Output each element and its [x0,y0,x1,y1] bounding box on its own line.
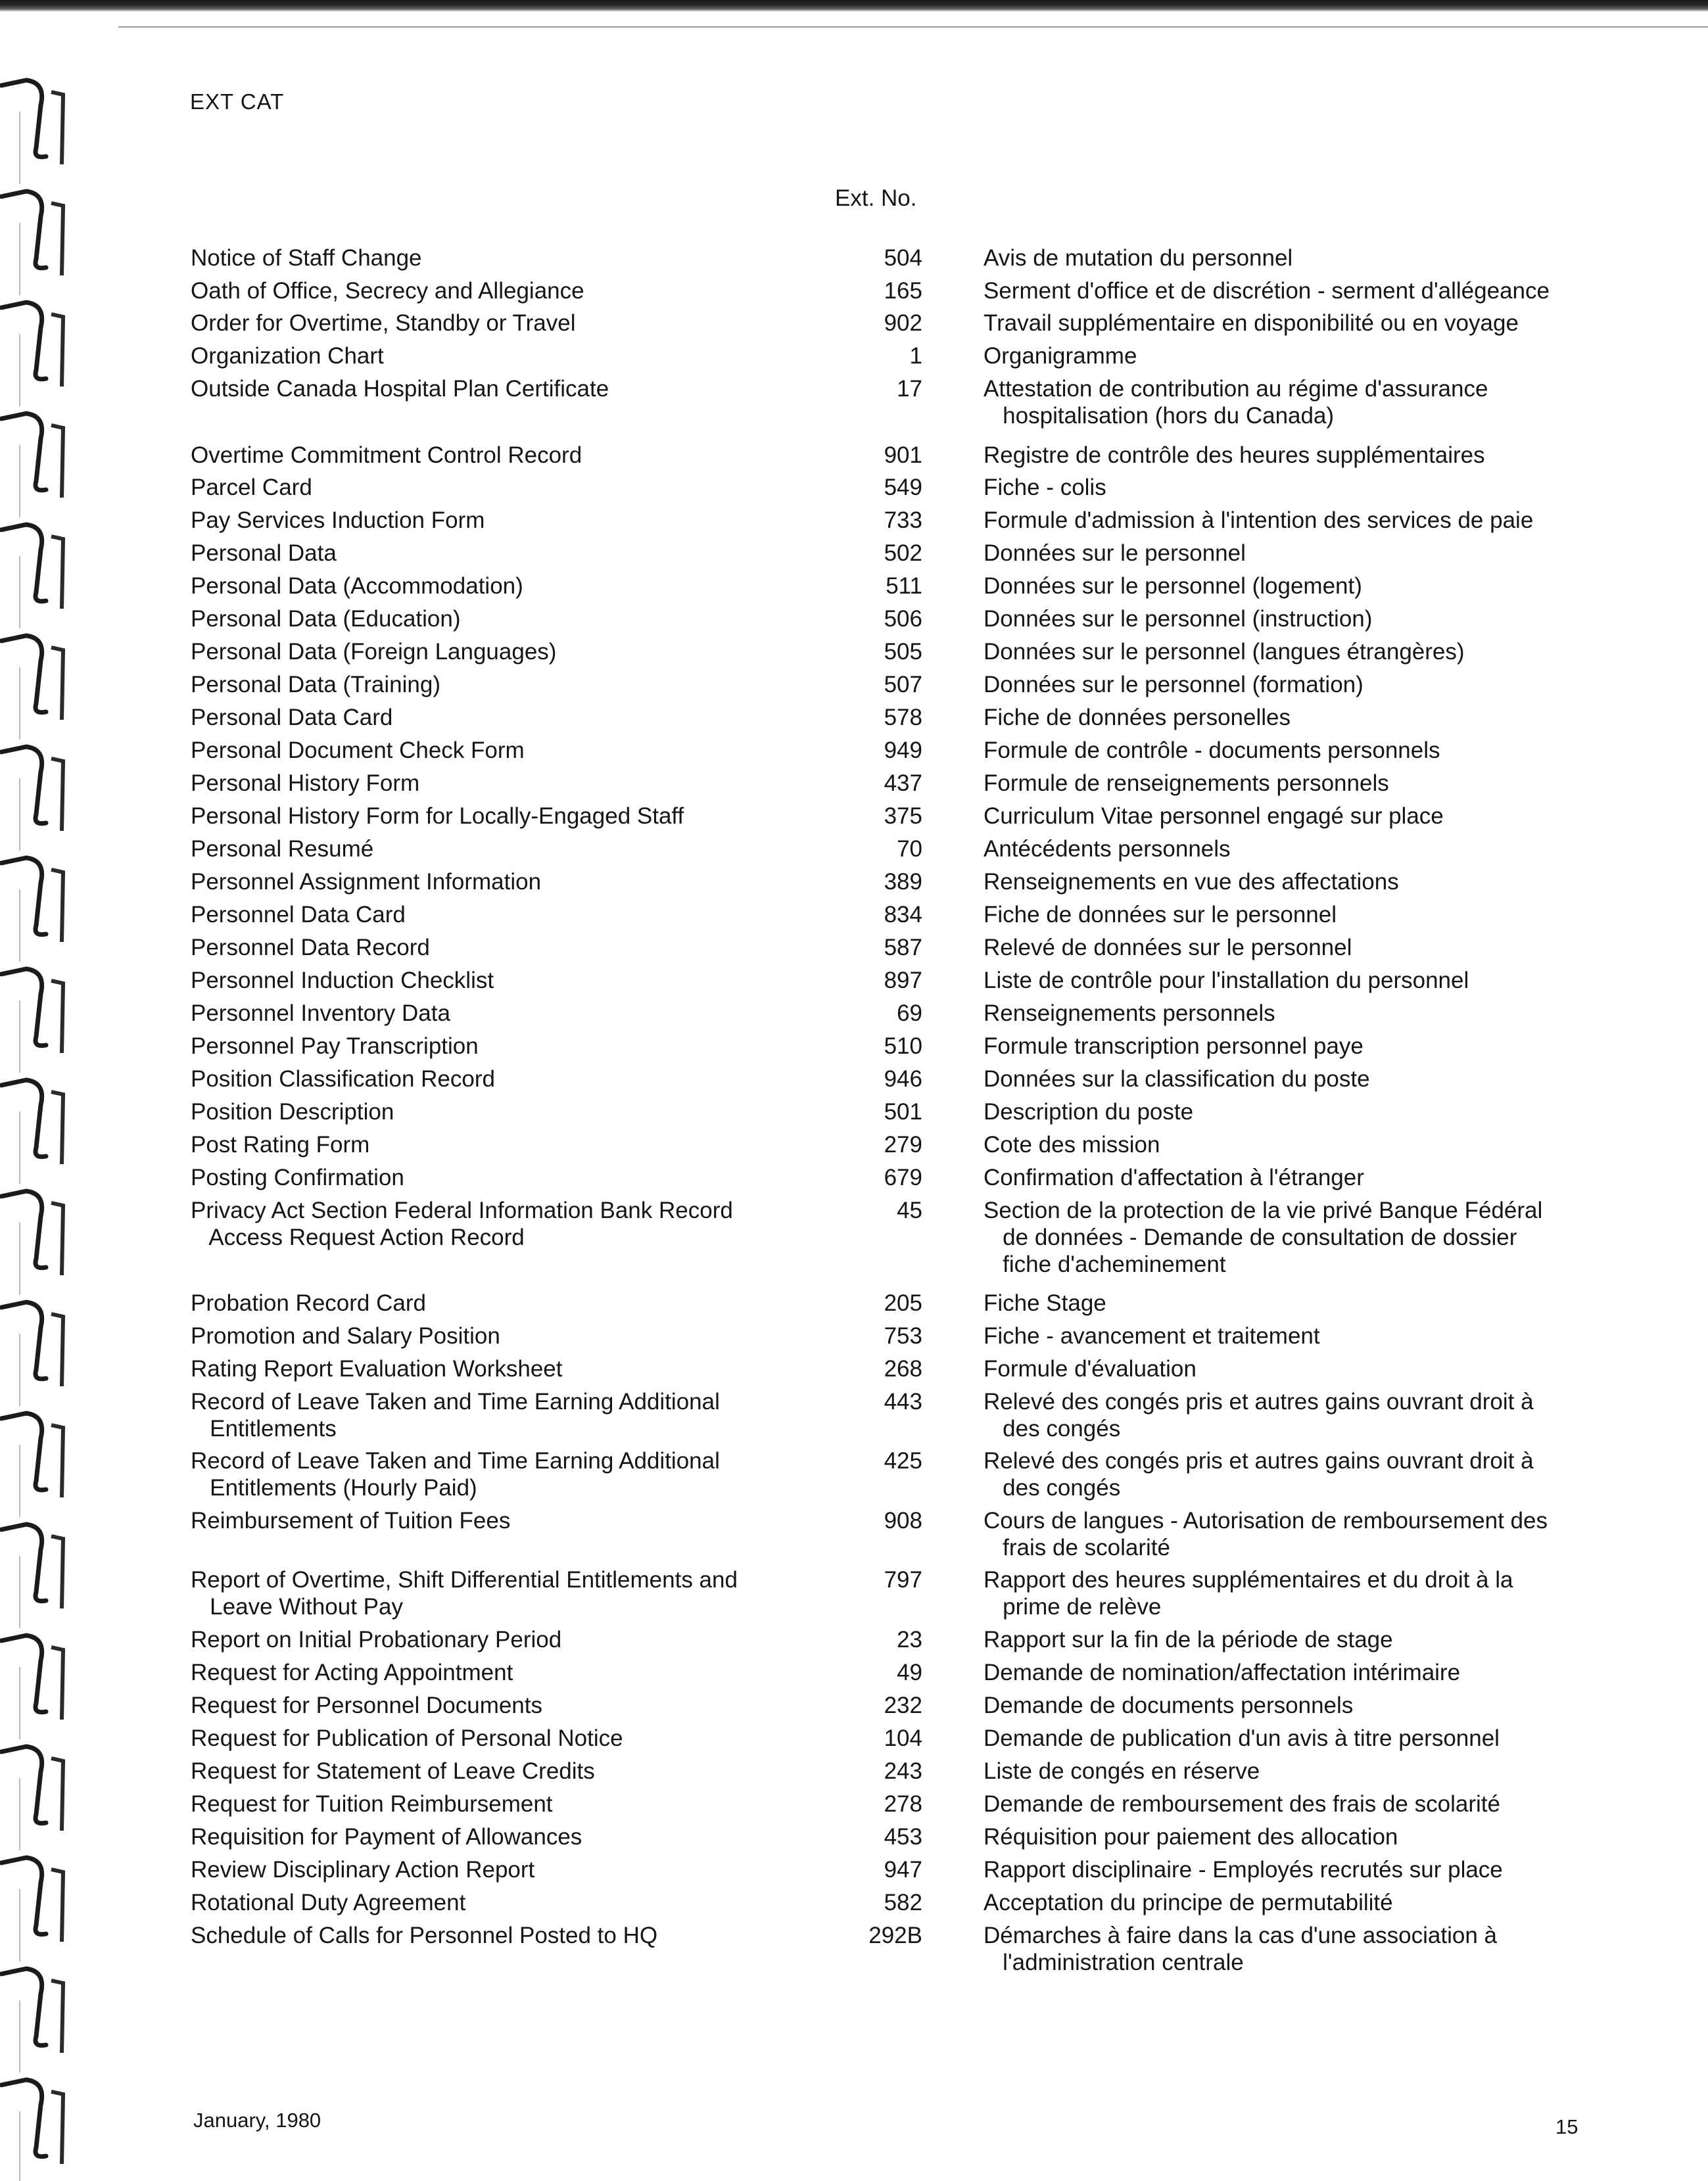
footer-date: January, 1980 [193,2109,321,2132]
french-form-title: Demande de documents personnels [984,1693,1354,1718]
english-form-title: Personal Data Card [191,705,393,730]
ext-number: 165 [884,278,922,304]
ext-number: 375 [884,803,922,829]
english-form-title: Notice of Staff Change [191,245,422,271]
french-form-title: Avis de mutation du personnel [984,245,1293,271]
french-form-title: Rapport sur la fin de la période de stage [984,1627,1393,1653]
ext-number: 69 [897,1000,922,1026]
ext-number: 908 [884,1508,922,1534]
french-form-title: Renseignements en vue des affectations [984,869,1399,895]
ext-number: 753 [884,1323,922,1349]
ext-number: 49 [897,1660,922,1685]
french-form-title: Données sur le personnel (instruction) [984,606,1373,632]
french-form-title: Relevé des congés pris et autres gains ouvrant droit à des congés [984,1448,1534,1501]
ext-number: 797 [884,1567,922,1593]
english-form-title: Review Disciplinary Action Report [191,1857,535,1883]
french-form-title: Curriculum Vitae personnel engagé sur place [984,803,1444,829]
english-form-title: Personnel Data Record [191,935,430,960]
english-form-title: Probation Record Card [191,1290,426,1316]
english-form-title: Outside Canada Hospital Plan Certificate [191,376,609,402]
english-form-title: Position Classification Record [191,1066,495,1092]
ext-number: 501 [884,1099,922,1125]
english-form-title: Personal Data (Foreign Languages) [191,639,557,665]
french-form-title: Données sur le personnel (formation) [984,672,1364,697]
french-form-title: Antécédents personnels [984,836,1231,862]
french-form-title: Liste de contrôle pour l'installation du personnel [984,968,1469,993]
french-form-title: Données sur le personnel (langues étrangères) [984,639,1465,665]
ext-number: 902 [884,310,922,336]
ext-number: 70 [897,836,922,862]
ext-number: 897 [884,968,922,993]
french-form-title: Description du poste [984,1099,1194,1125]
french-form-title: Fiche Stage [984,1290,1106,1316]
english-form-title: Oath of Office, Secrecy and Allegiance [191,278,584,304]
ext-number: 23 [897,1627,922,1653]
english-form-title: Personal Data [191,540,337,566]
english-form-title: Requisition for Payment of Allowances [191,1824,582,1850]
ext-number: 502 [884,540,922,566]
ext-number: 511 [886,573,922,599]
ext-number: 243 [884,1758,922,1784]
english-form-title: Privacy Act Section Federal Information Bank Record Access Request Action Record [191,1198,733,1250]
ext-number: 578 [884,705,922,730]
french-form-title: Rapport des heures supplémentaires et du droit à la prime de relève [984,1567,1513,1620]
english-form-title: Request for Tuition Reimbursement [191,1791,553,1817]
english-form-title: Pay Services Induction Form [191,507,485,533]
ext-number: 279 [884,1132,922,1158]
french-form-title: Fiche - avancement et traitement [984,1323,1320,1349]
ext-number: 268 [884,1356,922,1382]
english-form-title: Order for Overtime, Standby or Travel [191,310,576,336]
english-form-title: Organization Chart [191,343,384,369]
ext-number: 425 [884,1448,922,1474]
ext-number: 582 [884,1890,922,1915]
ext-number: 278 [884,1791,922,1817]
french-form-title: Données sur la classification du poste [984,1066,1370,1092]
french-form-title: Fiche de données personelles [984,705,1291,730]
ext-number: 587 [884,935,922,960]
ext-number: 507 [884,672,922,697]
french-form-title: Acceptation du principe de permutabilité [984,1890,1393,1915]
ext-number: 443 [884,1389,922,1415]
english-form-title: Reimbursement of Tuition Fees [191,1508,511,1534]
english-form-title: Rating Report Evaluation Worksheet [191,1356,563,1382]
french-form-title: Serment d'office et de discrétion - serment d'allégeance [984,278,1550,304]
english-form-title: Post Rating Form [191,1132,370,1158]
ext-number: 946 [884,1066,922,1092]
ext-number: 45 [897,1198,922,1223]
ext-number: 17 [897,376,922,402]
french-form-title: Démarches à faire dans la cas d'une association à l'administration centrale [984,1923,1498,1975]
french-form-title: Formule transcription personnel paye [984,1033,1364,1059]
english-form-title: Posting Confirmation [191,1165,404,1190]
french-form-title: Liste de congés en réserve [984,1758,1260,1784]
french-form-title: Données sur le personnel (logement) [984,573,1362,599]
english-form-title: Record of Leave Taken and Time Earning Additional Entitlements (Hourly Paid) [191,1448,720,1501]
french-form-title: Relevé des congés pris et autres gains ouvrant droit à des congés [984,1389,1534,1442]
french-form-title: Formule de renseignements personnels [984,770,1389,796]
english-form-title: Request for Publication of Personal Notice [191,1725,623,1751]
english-form-title: Overtime Commitment Control Record [191,442,582,468]
english-form-title: Record of Leave Taken and Time Earning Additional Entitlements [191,1389,720,1442]
french-form-title: Demande de nomination/affectation intérimaire [984,1660,1461,1685]
french-form-title: Formule de contrôle - documents personnels [984,738,1440,763]
english-form-title: Request for Acting Appointment [191,1660,513,1685]
french-form-title: Fiche de données sur le personnel [984,902,1337,927]
english-form-title: Personnel Data Card [191,902,406,927]
french-form-title: Formule d'admission à l'intention des services de paie [984,507,1534,533]
ext-number: 733 [884,507,922,533]
english-form-title: Personnel Inventory Data [191,1000,450,1026]
french-form-title: Cote des mission [984,1132,1160,1158]
french-form-title: Confirmation d'affectation à l'étranger [984,1165,1364,1190]
french-form-title: Données sur le personnel [984,540,1246,566]
french-form-title: Travail supplémentaire en disponibilité ou en voyage [984,310,1519,336]
ext-number: 506 [884,606,922,632]
ext-number: 232 [884,1693,922,1718]
ext-number: 292B [868,1923,922,1948]
page-number: 15 [1555,2115,1578,2138]
french-form-title: Cours de langues - Autorisation de remboursement des frais de scolarité [984,1508,1548,1560]
french-form-title: Attestation de contribution au régime d'assurance hospitalisation (hors du Canada) [984,376,1488,429]
ext-number: 834 [884,902,922,927]
english-form-title: Personal Resumé [191,836,374,862]
english-form-title: Rotational Duty Agreement [191,1890,466,1915]
english-form-title: Personnel Assignment Information [191,869,542,895]
french-form-title: Relevé de données sur le personnel [984,935,1352,960]
ext-number: 504 [884,245,922,271]
french-form-title: Demande de publication d'un avis à titre personnel [984,1725,1500,1751]
english-form-title: Personal Document Check Form [191,738,525,763]
english-form-title: Personal History Form for Locally-Engaged Staff [191,803,684,829]
english-form-title: Promotion and Salary Position [191,1323,500,1349]
ext-no-column-header: Ext. No. [835,185,917,211]
english-form-title: Position Description [191,1099,394,1125]
french-form-title: Fiche - colis [984,475,1106,500]
ext-number: 389 [884,869,922,895]
ext-number: 549 [884,475,922,500]
ext-number: 104 [884,1725,922,1751]
english-form-title: Request for Personnel Documents [191,1693,542,1718]
english-form-title: Report on Initial Probationary Period [191,1627,562,1653]
ext-number: 205 [884,1290,922,1316]
french-form-title: Réquisition pour paiement des allocation [984,1824,1398,1850]
ext-number: 947 [884,1857,922,1883]
french-form-title: Rapport disciplinaire - Employés recrutés sur place [984,1857,1503,1883]
english-form-title: Report of Overtime, Shift Differential Entitlements and Leave Without Pay [191,1567,738,1620]
english-form-title: Personnel Induction Checklist [191,968,494,993]
catalogue-code: EXT CAT [190,89,285,114]
ext-number: 505 [884,639,922,665]
french-form-title: Registre de contrôle des heures supplémentaires [984,442,1485,468]
french-form-title: Section de la protection de la vie privé Banque Fédéral de données - Demande de consultation de dossier fiche d'acheminement [984,1198,1543,1277]
english-form-title: Personnel Pay Transcription [191,1033,479,1059]
english-form-title: Personal History Form [191,770,420,796]
ext-number: 453 [884,1824,922,1850]
french-form-title: Organigramme [984,343,1137,369]
english-form-title: Parcel Card [191,475,312,500]
english-form-title: Request for Statement of Leave Credits [191,1758,595,1784]
english-form-title: Personal Data (Training) [191,672,440,697]
ext-number: 949 [884,738,922,763]
ext-number: 437 [884,770,922,796]
ext-number: 510 [884,1033,922,1059]
french-form-title: Formule d'évaluation [984,1356,1197,1382]
ext-number: 901 [884,442,922,468]
ext-number: 679 [884,1165,922,1190]
ext-number: 1 [909,343,922,369]
french-form-title: Demande de remboursement des frais de scolarité [984,1791,1500,1817]
english-form-title: Personal Data (Education) [191,606,461,632]
french-form-title: Renseignements personnels [984,1000,1275,1026]
english-form-title: Personal Data (Accommodation) [191,573,523,599]
english-form-title: Schedule of Calls for Personnel Posted to HQ [191,1923,658,1948]
